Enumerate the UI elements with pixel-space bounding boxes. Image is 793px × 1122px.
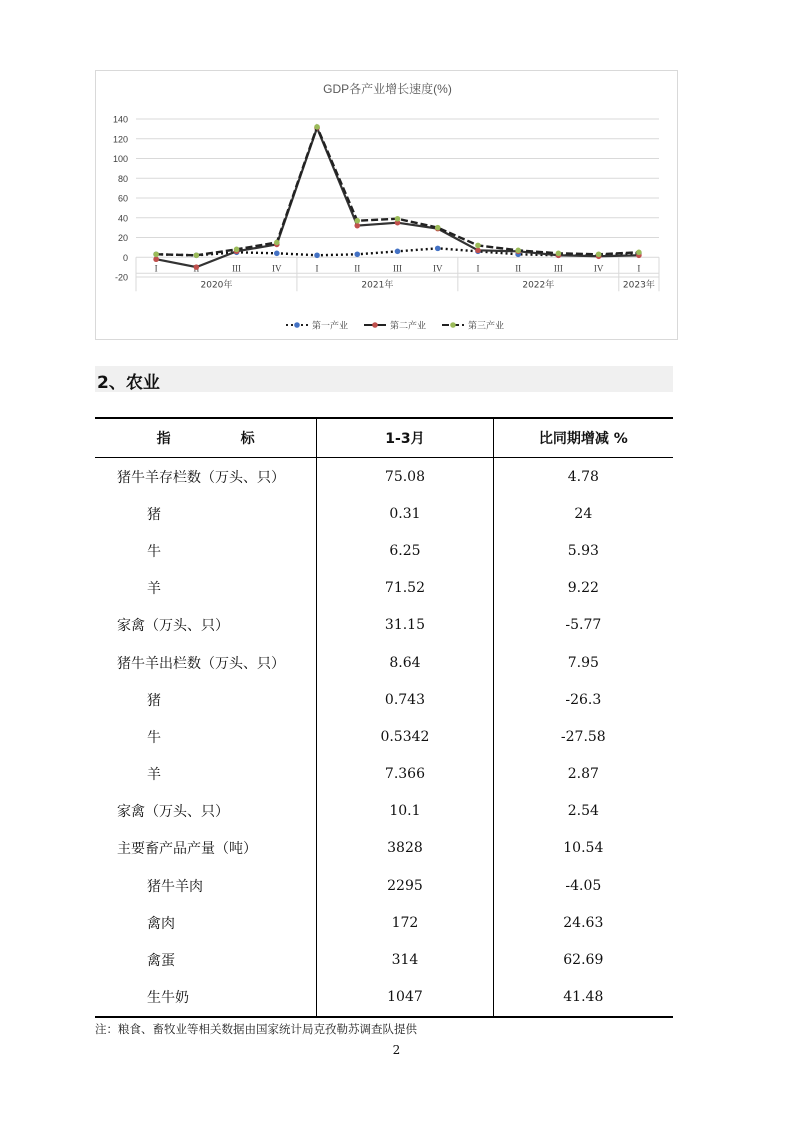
table-header-row — [95, 418, 673, 458]
data-point — [194, 264, 200, 270]
row-change: 62.69 — [493, 941, 673, 978]
row-label: 牛 — [147, 543, 161, 560]
year-group-label: 2022年 — [522, 280, 555, 291]
row-value: 3828 — [317, 830, 493, 867]
header-indicator-part1: 指 — [156, 431, 171, 447]
row-change: 41.48 — [493, 979, 673, 1017]
legend-swatch-marker — [450, 322, 456, 328]
data-point — [234, 247, 240, 253]
table-row — [95, 495, 673, 532]
table-row — [95, 867, 673, 904]
table-row — [95, 830, 673, 867]
row-label: 猪牛羊存栏数（万头、只） — [117, 469, 285, 486]
agriculture-table — [95, 417, 673, 1018]
legend-label: 第二产业 — [390, 321, 427, 332]
x-tick-label: III — [553, 263, 563, 274]
row-value: 75.08 — [317, 458, 493, 496]
row-change: 2.54 — [493, 793, 673, 830]
y-tick-label: 0 — [122, 252, 128, 263]
table-row — [95, 458, 673, 496]
gdp-growth-chart — [95, 70, 678, 340]
row-label: 生牛奶 — [95, 979, 317, 1017]
header-indicator-part2: 标 — [240, 431, 255, 447]
section-header — [95, 366, 673, 392]
row-value: 0.31 — [317, 495, 493, 532]
table-row — [95, 532, 673, 569]
legend-swatch-marker — [294, 322, 300, 328]
x-tick-label: I — [637, 263, 641, 274]
row-value: 6.25 — [317, 532, 493, 569]
x-tick-label: IV — [593, 263, 604, 274]
row-change: -5.77 — [493, 607, 673, 644]
header-period: 1-3月 — [317, 418, 493, 458]
table-row — [95, 904, 673, 941]
x-tick-label: III — [232, 263, 242, 274]
row-value: 31.15 — [317, 607, 493, 644]
row-value: 2295 — [317, 867, 493, 904]
data-point — [153, 251, 159, 257]
row-label: 猪 — [147, 692, 161, 709]
table-row — [95, 644, 673, 681]
header-indicator — [95, 418, 317, 458]
data-point — [153, 256, 159, 262]
data-point — [515, 248, 521, 254]
data-point — [314, 124, 320, 130]
data-point — [274, 240, 280, 246]
row-change: 24 — [493, 495, 673, 532]
row-value: 8.64 — [317, 644, 493, 681]
data-point — [435, 246, 441, 252]
x-tick-label: IV — [432, 263, 443, 274]
row-label: 牛 — [147, 729, 161, 746]
row-label: 主要畜产品产量（吨） — [117, 841, 257, 858]
row-change: 7.95 — [493, 644, 673, 681]
data-point — [475, 243, 481, 249]
row-change: 5.93 — [493, 532, 673, 569]
year-group-label: 2020年 — [200, 280, 233, 291]
row-value: 172 — [317, 904, 493, 941]
row-change: 9.22 — [493, 570, 673, 607]
row-change: 4.78 — [493, 458, 673, 496]
x-tick-label: II — [354, 263, 361, 274]
row-label: 羊 — [147, 767, 161, 784]
y-tick-label: 20 — [117, 233, 128, 243]
year-group-label: 2021年 — [361, 280, 394, 291]
row-label: 羊 — [147, 581, 161, 598]
data-point — [596, 251, 602, 257]
chart-canvas — [96, 71, 679, 341]
row-label: 家禽（万头、只） — [117, 618, 229, 635]
row-value: 7.366 — [317, 756, 493, 793]
y-tick-label: 100 — [112, 154, 128, 164]
row-label: 家禽（万头、只） — [117, 804, 229, 821]
row-value: 314 — [317, 941, 493, 978]
table-row — [95, 756, 673, 793]
table-row — [95, 607, 673, 644]
row-change: -27.58 — [493, 718, 673, 755]
row-label: 猪牛羊出栏数（万头、只） — [117, 655, 285, 672]
x-tick-label: I — [476, 263, 480, 274]
x-tick-label: III — [393, 263, 402, 274]
y-tick-label: -20 — [114, 272, 128, 283]
legend-label: 第一产业 — [312, 321, 349, 332]
row-value: 0.5342 — [317, 718, 493, 755]
data-point — [475, 248, 481, 254]
table-row — [95, 793, 673, 830]
row-value: 71.52 — [317, 570, 493, 607]
year-group-label: 2023年 — [622, 280, 655, 291]
data-point — [395, 216, 401, 222]
row-label: 猪牛羊肉 — [147, 878, 203, 895]
data-point — [636, 250, 642, 256]
data-point — [274, 251, 280, 257]
row-change: -4.05 — [493, 867, 673, 904]
y-tick-label: 120 — [112, 134, 128, 145]
section-title: 2、农业 — [97, 373, 160, 393]
row-change: 24.63 — [493, 904, 673, 941]
data-point — [354, 251, 360, 257]
row-change: 2.87 — [493, 756, 673, 793]
y-tick-label: 80 — [117, 173, 128, 184]
row-value: 0.743 — [317, 681, 493, 718]
table-row — [95, 570, 673, 607]
row-change: -26.3 — [493, 681, 673, 718]
row-label: 禽肉 — [147, 915, 175, 932]
y-tick-label: 60 — [117, 193, 128, 204]
legend-swatch-marker — [372, 322, 378, 328]
table-row — [95, 979, 673, 1017]
page-number: 2 — [392, 1043, 401, 1057]
table-row — [95, 941, 673, 978]
x-tick-label: II — [515, 263, 522, 274]
row-label: 猪 — [147, 506, 161, 523]
footnote: 注：粮食、畜牧业等相关数据由国家统计局克孜勒苏调查队提供 — [95, 1022, 417, 1036]
row-change: 10.54 — [493, 830, 673, 867]
x-tick-label: I — [315, 263, 319, 274]
series-line-3 — [156, 127, 639, 255]
chart-title: GDP各产业增长速度(%) — [323, 82, 452, 96]
data-point — [435, 225, 441, 231]
row-label: 禽蛋 — [147, 953, 175, 970]
row-value: 10.1 — [317, 793, 493, 830]
table-row — [95, 681, 673, 718]
data-point — [395, 249, 401, 255]
row-value: 1047 — [317, 979, 493, 1017]
data-point — [354, 223, 360, 229]
data-point — [314, 252, 320, 258]
data-point — [556, 251, 562, 257]
data-point — [354, 218, 360, 224]
x-tick-label: I — [154, 263, 158, 274]
table-row — [95, 718, 673, 755]
legend-label: 第三产业 — [468, 321, 505, 332]
y-tick-label: 140 — [112, 114, 128, 125]
data-point — [194, 252, 200, 258]
header-change: 比同期增减 % — [493, 418, 673, 458]
y-tick-label: 40 — [117, 213, 128, 224]
x-tick-label: IV — [272, 263, 282, 274]
